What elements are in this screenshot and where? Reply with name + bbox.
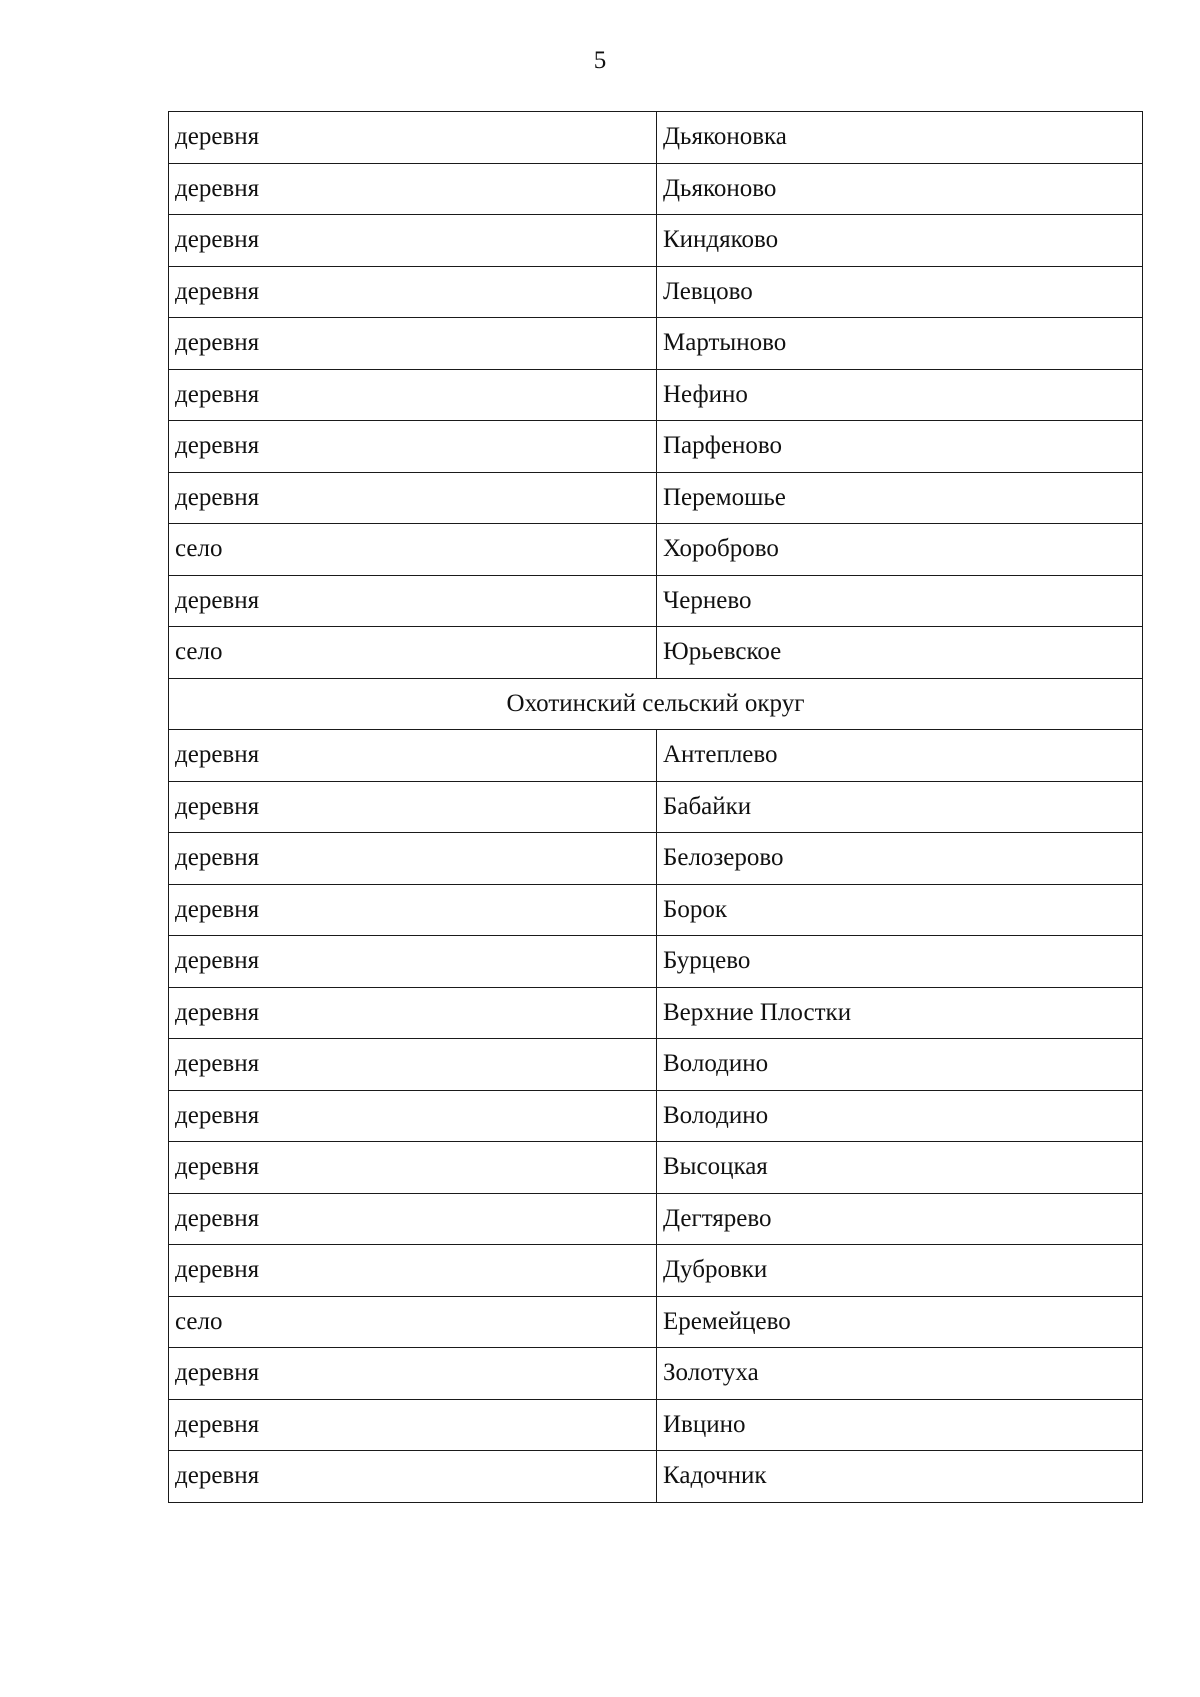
settlement-name-cell: Чернево	[657, 575, 1143, 627]
settlement-type-cell: деревня	[169, 1348, 657, 1400]
table-row	[169, 781, 1143, 833]
settlement-name-cell: Ивцино	[657, 1399, 1143, 1451]
section-title: Охотинский сельский округ	[169, 678, 1143, 730]
settlement-type-cell: деревня	[169, 833, 657, 885]
settlement-type-cell: деревня	[169, 781, 657, 833]
table-row	[169, 421, 1143, 473]
settlement-name-cell: Верхние Плостки	[657, 987, 1143, 1039]
table-row	[169, 1451, 1143, 1503]
settlement-type-cell: деревня	[169, 1399, 657, 1451]
settlement-name-cell: Нефино	[657, 369, 1143, 421]
settlement-name-cell: Дубровки	[657, 1245, 1143, 1297]
settlement-name-cell: Киндяково	[657, 215, 1143, 267]
section-header-row	[169, 678, 1143, 730]
table-row	[169, 163, 1143, 215]
settlement-type-cell: деревня	[169, 369, 657, 421]
settlement-type-cell: село	[169, 627, 657, 679]
settlement-name-cell: Перемошье	[657, 472, 1143, 524]
table-row	[169, 524, 1143, 576]
table-row	[169, 1090, 1143, 1142]
table-row	[169, 987, 1143, 1039]
table-row	[169, 575, 1143, 627]
settlement-name-cell: Еремейцево	[657, 1296, 1143, 1348]
settlement-name-cell: Дьяконово	[657, 163, 1143, 215]
settlement-type-cell: деревня	[169, 575, 657, 627]
table-row	[169, 884, 1143, 936]
table-row	[169, 730, 1143, 782]
table-row	[169, 472, 1143, 524]
settlement-type-cell: деревня	[169, 266, 657, 318]
table-row	[169, 833, 1143, 885]
table-row	[169, 266, 1143, 318]
settlement-name-cell: Мартыново	[657, 318, 1143, 370]
table-row	[169, 318, 1143, 370]
page-number: 5	[593, 47, 607, 74]
settlement-type-cell: деревня	[169, 1039, 657, 1091]
settlement-name-cell: Высоцкая	[657, 1142, 1143, 1194]
settlement-type-cell: деревня	[169, 1142, 657, 1194]
table-row	[169, 369, 1143, 421]
settlement-type-cell: село	[169, 1296, 657, 1348]
settlement-name-cell: Дегтярево	[657, 1193, 1143, 1245]
settlement-type-cell: деревня	[169, 1245, 657, 1297]
settlement-type-cell: деревня	[169, 884, 657, 936]
settlement-name-cell: Золотуха	[657, 1348, 1143, 1400]
settlement-name-cell: Белозерово	[657, 833, 1143, 885]
table-row	[169, 627, 1143, 679]
settlement-name-cell: Борок	[657, 884, 1143, 936]
settlement-type-cell: деревня	[169, 112, 657, 164]
settlement-name-cell: Юрьевское	[657, 627, 1143, 679]
settlement-type-cell: деревня	[169, 730, 657, 782]
settlement-type-cell: деревня	[169, 1193, 657, 1245]
table-row	[169, 1348, 1143, 1400]
settlement-type-cell: село	[169, 524, 657, 576]
settlement-name-cell: Дьяконовка	[657, 112, 1143, 164]
settlement-type-cell: деревня	[169, 215, 657, 267]
table-row	[169, 112, 1143, 164]
table-row	[169, 1399, 1143, 1451]
settlement-name-cell: Кадочник	[657, 1451, 1143, 1503]
settlement-name-cell: Хороброво	[657, 524, 1143, 576]
settlement-type-cell: деревня	[169, 163, 657, 215]
settlement-name-cell: Бурцево	[657, 936, 1143, 988]
settlement-type-cell: деревня	[169, 318, 657, 370]
table-row	[169, 1193, 1143, 1245]
settlement-name-cell: Володино	[657, 1039, 1143, 1091]
settlement-type-cell: деревня	[169, 987, 657, 1039]
table-row	[169, 936, 1143, 988]
table-body	[169, 112, 1143, 1503]
settlement-name-cell: Антеплево	[657, 730, 1143, 782]
settlement-name-cell: Левцово	[657, 266, 1143, 318]
settlement-type-cell: деревня	[169, 472, 657, 524]
settlement-type-cell: деревня	[169, 1451, 657, 1503]
settlement-type-cell: деревня	[169, 936, 657, 988]
settlement-name-cell: Бабайки	[657, 781, 1143, 833]
table-row	[169, 1245, 1143, 1297]
settlement-type-cell: деревня	[169, 421, 657, 473]
settlements-table	[168, 111, 1143, 1503]
table-row	[169, 1142, 1143, 1194]
settlement-name-cell: Володино	[657, 1090, 1143, 1142]
settlement-type-cell: деревня	[169, 1090, 657, 1142]
settlement-name-cell: Парфеново	[657, 421, 1143, 473]
table-row	[169, 215, 1143, 267]
table-row	[169, 1296, 1143, 1348]
table-row	[169, 1039, 1143, 1091]
